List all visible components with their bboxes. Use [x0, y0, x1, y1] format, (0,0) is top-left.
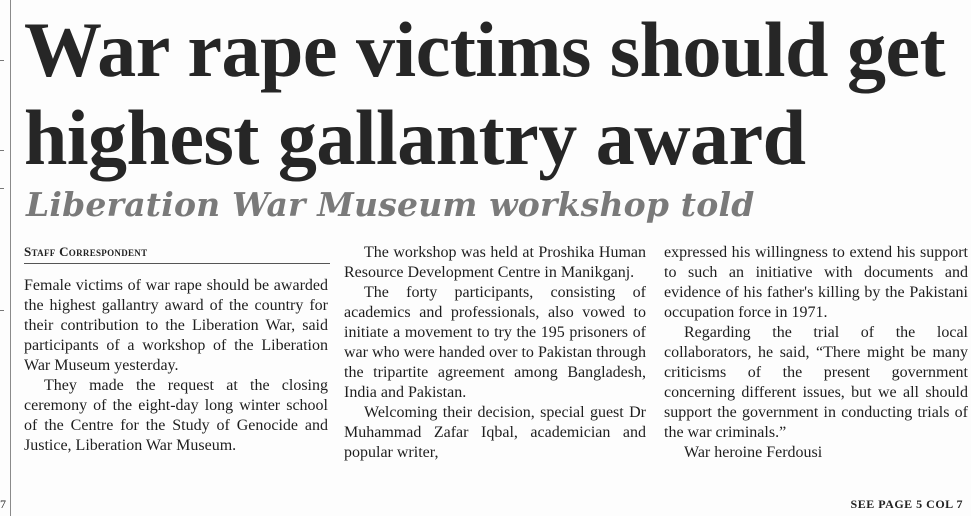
article-column-3 — [664, 243, 968, 463]
article-column-1 — [24, 276, 328, 456]
byline: Staff Correspondent — [24, 243, 330, 264]
paragraph: The forty participants, consisting of academics and professionals, also vowed to initiate a movement to try the 195 prisoners of war who were handed over to Pakistan through the tripartite agreement among Bangladesh, India and Pakistan. — [344, 284, 646, 401]
continuation-reference: SEE PAGE 5 COL 7 — [850, 497, 963, 511]
margin-mark — [0, 60, 4, 61]
article-headline — [24, 6, 969, 182]
paragraph: War heroine Ferdousi — [684, 444, 823, 461]
headline-line-1: War rape victims should get — [24, 6, 946, 93]
adjacent-column-digit: 7 — [0, 497, 6, 511]
paragraph: expressed his willingness to extend his support to such an initiative with documents and evidence of his father's killing by the Pakistani occupation force in 1971. — [664, 244, 968, 321]
headline-line-2: highest gallantry award — [24, 94, 806, 181]
margin-mark — [0, 188, 4, 189]
paragraph: Welcoming their decision, special guest Dr Muhammad Zafar Iqbal, academician and popular writer, — [344, 404, 646, 461]
paragraph: Female victims of war rape should be awarded the highest gallantry award of the country for their contribution to the Liberation War, said participants of a workshop of the Liberation War Museum yesterday. — [24, 277, 328, 374]
article-subheadline: Liberation War Museum workshop told — [26, 185, 755, 224]
paragraph: The workshop was held at Proshika Human Resource Development Centre in Manikganj. — [344, 244, 646, 281]
left-column-rule — [10, 0, 11, 516]
margin-mark — [0, 150, 4, 151]
margin-mark — [0, 310, 4, 311]
paragraph: Regarding the trial of the local collaborators, he said, “There might be many criticisms of the present government concerning different issues, but we all should support the government in conducting trials of the war criminals.” — [664, 324, 968, 441]
article-column-2 — [344, 243, 646, 463]
paragraph: They made the request at the closing ceremony of the eight-day long winter school of the Centre for the Study of Genocide and Justice, Liberation War Museum. — [24, 377, 328, 454]
